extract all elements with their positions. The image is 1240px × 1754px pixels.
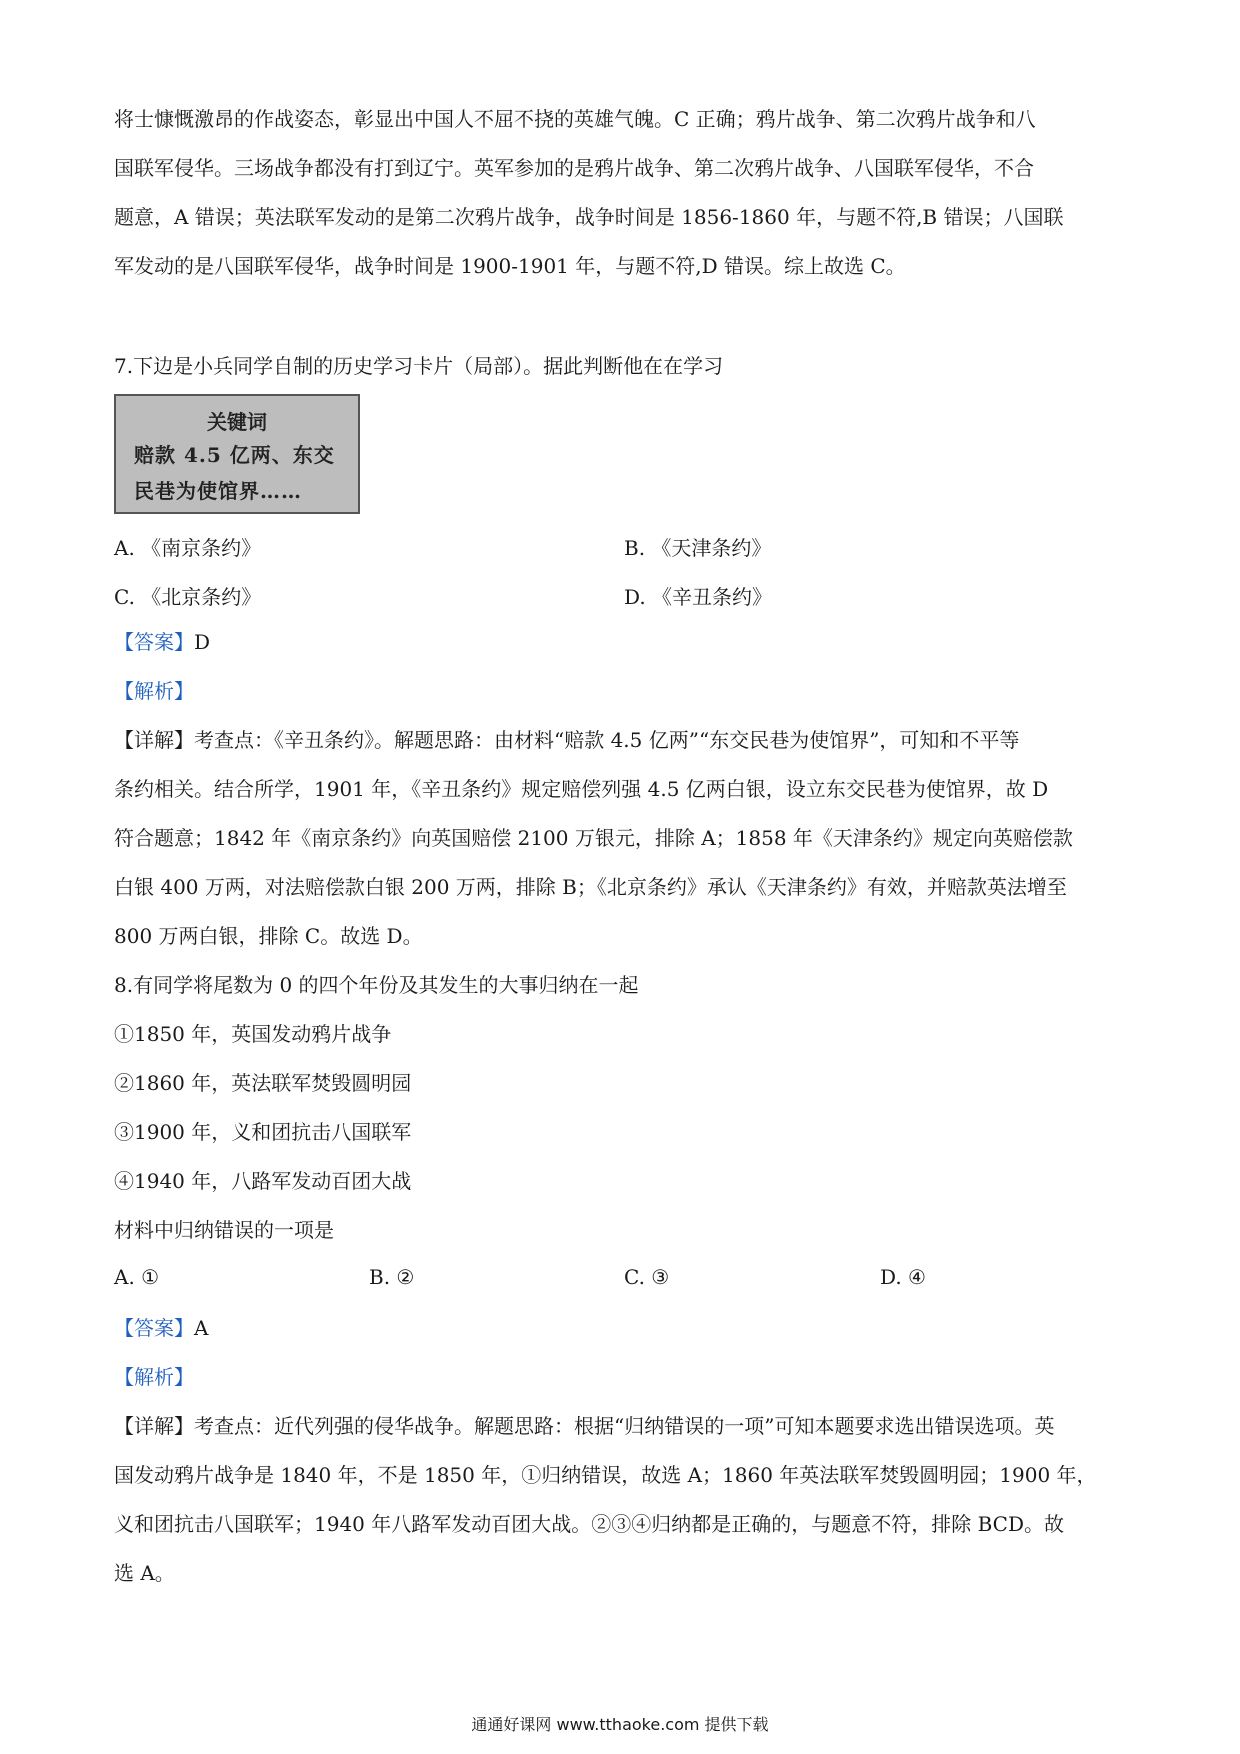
- q8-item: ①1850 年，英国发动鸦片战争: [114, 1022, 392, 1046]
- q8-item: ②1860 年，英法联军焚毁圆明园: [114, 1071, 412, 1095]
- q7-analysis-heading: 【解析】: [114, 679, 194, 703]
- q8-item: ④1940 年，八路军发动百团大战: [114, 1169, 412, 1193]
- explanation-line: 题意，A 错误；英法联军发动的是第二次鸦片战争，战争时间是 1856-1860 年，与题不符,B 错误；八国联: [114, 205, 1064, 229]
- q8-option-b: B. ②: [369, 1265, 415, 1289]
- card-line: 赔款 4.5 亿两、东交: [134, 443, 335, 467]
- q8-option-a: A. ①: [114, 1265, 160, 1289]
- card-line: 民巷为使馆界……: [134, 479, 302, 503]
- q8-item: ③1900 年，义和团抗击八国联军: [114, 1120, 412, 1144]
- explanation-line: 国联军侵华。三场战争都没有打到辽宁。英军参加的是鸦片战争、第二次鸦片战争、八国联军侵华，不合: [114, 156, 1034, 180]
- answer-value: A: [194, 1316, 209, 1340]
- q8-option-d: D. ④: [880, 1265, 926, 1289]
- q7-option-b: B. 《天津条约》: [624, 536, 772, 560]
- q7-option-d: D. 《辛丑条约》: [624, 585, 773, 609]
- detail-tag: 【详解】: [114, 728, 194, 752]
- q8-question: 材料中归纳错误的一项是: [114, 1218, 334, 1242]
- answer-tag: 【答案】: [114, 630, 194, 654]
- explanation-line: 军发动的是八国联军侵华，战争时间是 1900-1901 年，与题不符,D 错误。综上故选 C。: [114, 254, 906, 278]
- answer-tag: 【答案】: [114, 1316, 194, 1340]
- q8-option-c: C. ③: [624, 1265, 670, 1289]
- q7-answer: [114, 618, 1138, 667]
- q7-option-a: A. 《南京条约》: [114, 536, 262, 560]
- explanation-line: 将士慷慨激昂的作战姿态，彰显出中国人不屈不挠的英雄气魄。C 正确；鸦片战争、第二次鸦片战争和八: [114, 107, 1036, 131]
- history-study-card: [114, 394, 360, 514]
- page-footer: 通通好课网 www.tthaoke.com 提供下载: [471, 1715, 769, 1734]
- card-title: 关键词: [207, 410, 267, 434]
- q7-detail: 【详解】考查点：《辛丑条约》。解题思路：由材料“赔款 4.5 亿两”“东交民巷为使馆界”，可知和不平等 条约相关。结合所学，1901 年，《辛丑条约》规定赔偿列强 4.5 亿两白银，设立东交民巷为使馆界，故 D 符合题意；1842 年《南京条约》向英国赔偿 2100 万银元，排除 A；1858 年《天津条约》规定向英赔偿款 白银 400 万两，对法赔偿款白银 200 万两，排除 B；《北京条约》承认《天津条约》有效，并赔款英法增至 800 万两白银，排除 C。故选 D。: [114, 728, 1073, 948]
- previous-explanation: [114, 95, 1138, 291]
- q7-stem: 7.下边是小兵同学自制的历史学习卡片（局部）。据此判断他在在学习: [114, 354, 724, 378]
- answer-value: D: [194, 630, 211, 654]
- q8-answer: [114, 1304, 1138, 1353]
- q8-stem: 8.有同学将尾数为 0 的四个年份及其发生的大事归纳在一起 ①1850 年，英国发动鸦片战争 ②1860 年，英法联军焚毁圆明园 ③1900 年，义和团抗击八国联军 ④1940 年，八路军发动百团大战 材料中归纳错误的一项是: [114, 961, 1138, 1255]
- q8-detail: 【详解】考查点：近代列强的侵华战争。解题思路：根据“归纳错误的一项”可知本题要求选出错误选项。英 国发动鸦片战争是 1840 年，不是 1850 年，①归纳错误，故选 A；1860 年英法联军焚毁圆明园；1900 年， 义和团抗击八国联军；1940 年八路军发动百团大战。②③④归纳都是正确的，与题意不符，排除 BCD。故 选 A。: [114, 1414, 1097, 1585]
- q8-analysis-heading: 【解析】: [114, 1365, 194, 1389]
- q7-option-c: C. 《北京条约》: [114, 585, 262, 609]
- detail-tag: 【详解】: [114, 1414, 194, 1438]
